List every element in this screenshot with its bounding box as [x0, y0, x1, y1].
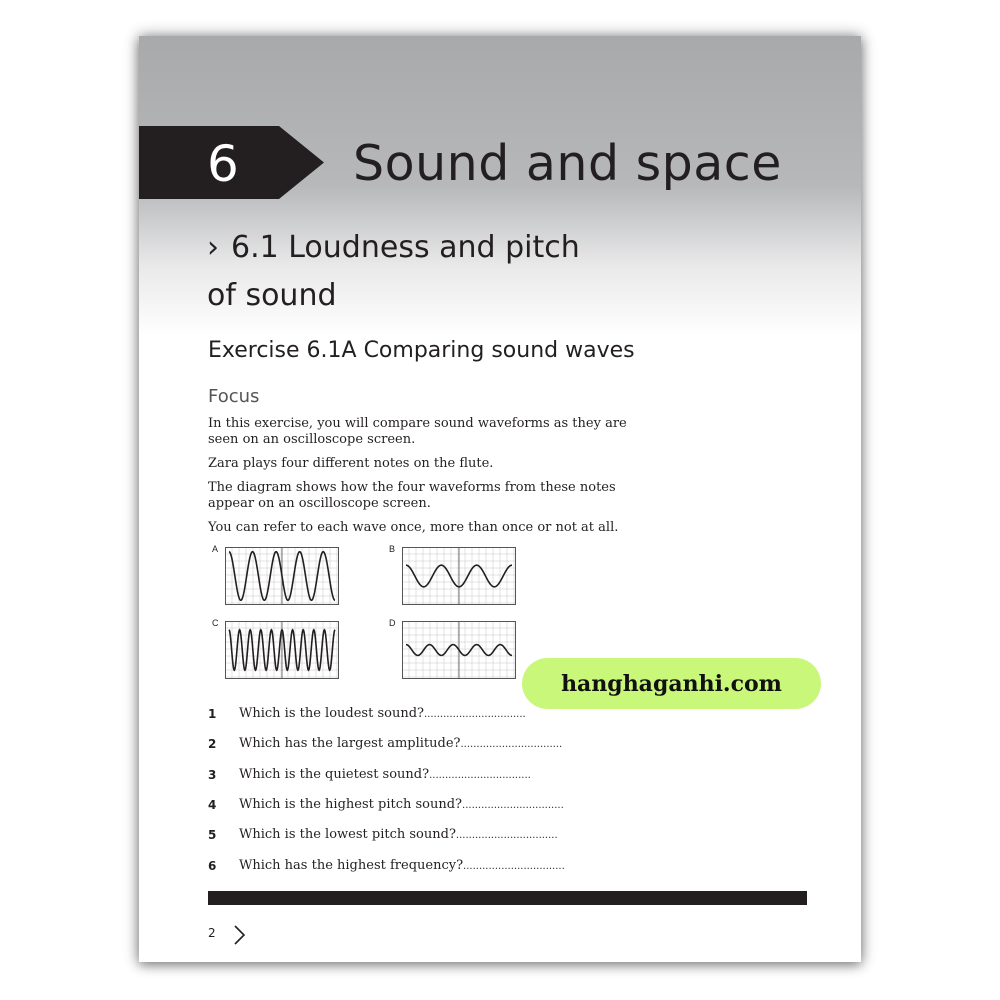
question-number: 1 [208, 707, 217, 721]
question-text [239, 766, 531, 785]
question-number: 4 [208, 798, 217, 812]
oscilloscope-screen [402, 621, 516, 679]
question-text [239, 705, 526, 724]
answer-line[interactable]: ................................ [429, 770, 531, 781]
answer-line[interactable]: ................................ [462, 800, 564, 811]
focus-paragraph: Zara plays four different notes on the flute. [208, 456, 494, 471]
page-number: 2 [208, 926, 216, 940]
section-title-text: 6.1 Loudness and pitch [231, 230, 580, 265]
question-prompt: Which is the highest pitch sound? [239, 797, 463, 812]
chevron-right-icon: › [207, 230, 219, 265]
question-prompt: Which has the highest frequency? [239, 858, 464, 873]
wave-letter: A [212, 544, 219, 554]
chevron-right-icon[interactable] [233, 924, 247, 946]
bottom-rule [208, 891, 807, 905]
question-text [239, 735, 562, 754]
chapter-title: Sound and space [353, 135, 782, 192]
question-prompt: Which is the loudest sound? [239, 706, 424, 721]
oscilloscope-screen [402, 547, 516, 605]
oscilloscope-grid [402, 547, 516, 605]
exercise-title: Exercise 6.1A Comparing sound waves [208, 338, 635, 363]
watermark-badge: hanghaganhi.com [522, 658, 821, 709]
question-prompt: Which has the largest amplitude? [239, 736, 461, 751]
question-number: 3 [208, 768, 217, 782]
question-prompt: Which is the lowest pitch sound? [239, 827, 456, 842]
answer-line[interactable]: ................................ [424, 709, 526, 720]
answer-line[interactable]: ................................ [460, 739, 563, 750]
focus-paragraph: In this exercise, you will compare sound waveforms as they are seen on an oscilloscope screen. [208, 416, 627, 447]
section-heading [207, 224, 627, 320]
chapter-number: 6 [207, 135, 239, 193]
answer-line[interactable]: ................................ [455, 830, 558, 841]
wave-letter: B [389, 544, 396, 554]
question-prompt: Which is the quietest sound? [239, 767, 430, 782]
wave-letter: C [212, 618, 219, 628]
question-text [239, 826, 558, 845]
oscilloscope-screen [225, 621, 339, 679]
focus-paragraph: The diagram shows how the four waveforms from these notes appear on an oscilloscope screen. [208, 480, 616, 511]
oscilloscope-screen [225, 547, 339, 605]
answer-line[interactable]: ................................ [463, 861, 565, 872]
focus-label: Focus [208, 386, 260, 407]
focus-paragraph: You can refer to each wave once, more than once or not at all. [208, 520, 619, 535]
question-number: 6 [208, 859, 217, 873]
wave-letter: D [389, 618, 396, 628]
question-text [239, 796, 564, 815]
section-heading-line-2: of sound [207, 278, 337, 313]
question-number: 5 [208, 828, 217, 842]
question-text [239, 857, 565, 876]
section-heading-line-1 [207, 224, 627, 272]
workbook-page [139, 36, 861, 962]
question-number: 2 [208, 737, 217, 751]
